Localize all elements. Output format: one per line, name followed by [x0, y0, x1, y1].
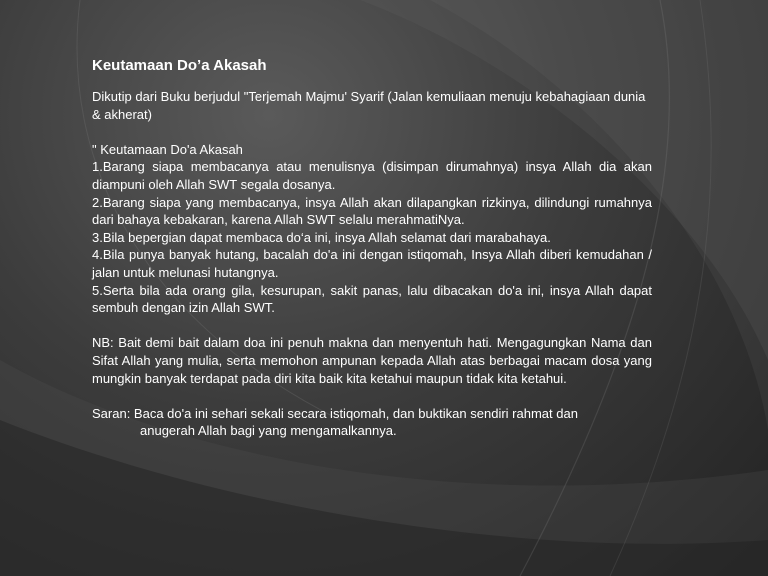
spacer	[92, 123, 652, 141]
spacer	[92, 387, 652, 405]
intro-text: Dikutip dari Buku berjudul "Terjemah Majmu' Syarif (Jalan kemuliaan menuju kebahagiaan dunia & akherat)	[92, 89, 646, 122]
list-item: 1.Barang siapa membacanya atau menulisnya (disimpan dirumahnya) insya Allah dia akan diampuni oleh Allah SWT segala dosanya.	[92, 159, 652, 192]
slide-content	[92, 56, 652, 440]
note-text: NB: Bait demi bait dalam doa ini penuh makna dan menyentuh hati. Mengagungkan Nama dan Sifat Allah yang mulia, serta memohon ampunan kepada Allah atas berbagai macam dosa yang mungkin banyak terdapat pada diri kita baik kita ketahui maupun tidak kita ketahui.	[92, 335, 652, 386]
suggestion-continuation: anugerah Allah bagi yang mengamalkannya.	[140, 423, 397, 439]
list-item: 3.Bila bepergian dapat membaca do‘a ini, insya Allah selamat dari marabahaya.	[92, 229, 551, 245]
list-item: 4.Bila punya banyak hutang, bacalah do'a ini dengan istiqomah, Insya Allah diberi kemudahan / jalan untuk melunasi hutangnya.	[92, 247, 652, 280]
suggestion-text: Saran: Baca do'a ini sehari sekali secara istiqomah, dan buktikan sendiri rahmat dan	[92, 405, 578, 421]
slide-title: Keutamaan Do’a Akasah	[92, 57, 267, 74]
subheading: " Keutamaan Do'a Akasah	[92, 141, 243, 157]
list-item: 2.Barang siapa yang membacanya, insya Allah akan dilapangkan rizkinya, dilindungi rumahnya dari bahaya kebakaran, karena Allah SWT selalu merahmatiNya.	[92, 194, 652, 228]
list-item: 5.Serta bila ada orang gila, kesurupan, sakit panas, lalu dibacakan do'a ini, insya Allah dapat sembuh dengan izin Allah SWT.	[92, 282, 652, 316]
spacer	[92, 317, 652, 335]
